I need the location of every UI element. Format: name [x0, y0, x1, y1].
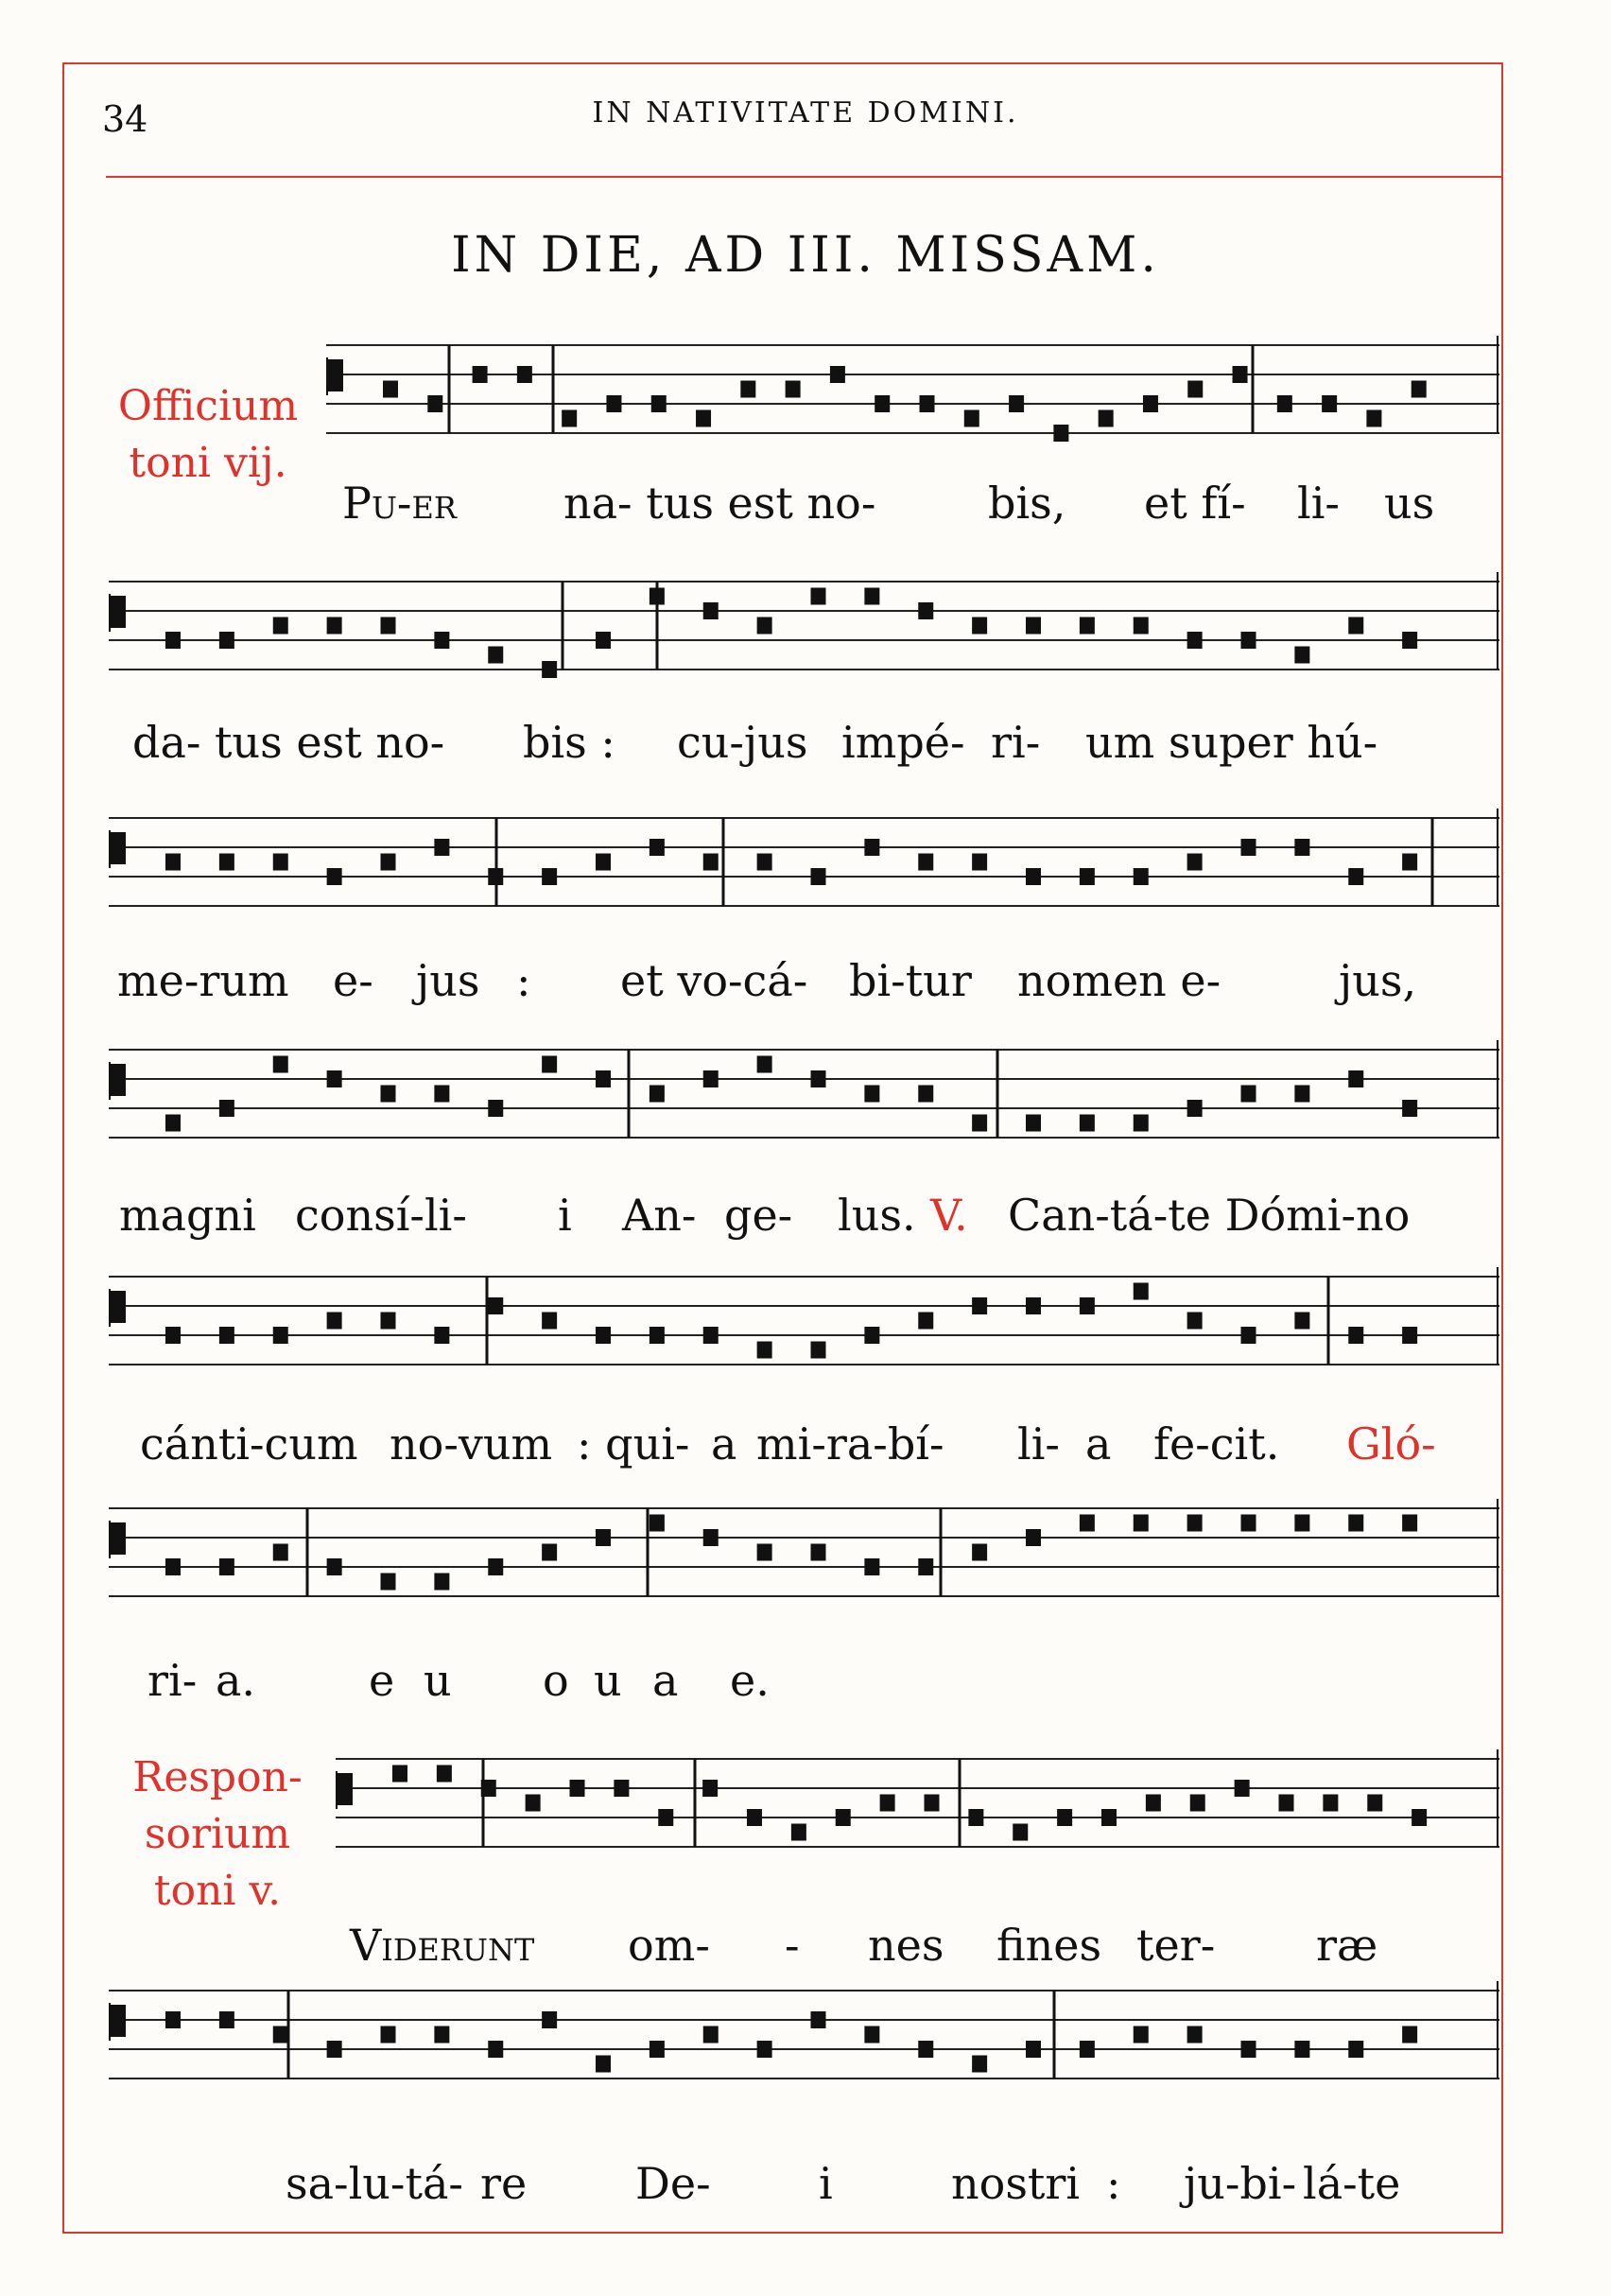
neume-note: [1348, 1070, 1363, 1087]
neume-note: [1322, 395, 1337, 412]
chant-staff: [109, 799, 1503, 931]
neume-note: [1187, 632, 1203, 649]
neume-note: [786, 381, 801, 398]
c-clef-icon: [326, 357, 341, 395]
neume-note: [925, 1795, 940, 1812]
neume-note: [165, 632, 181, 649]
chant-staff: [109, 1031, 1503, 1163]
lyric-syllable: lus.: [838, 1190, 916, 1241]
neume-note: [392, 1765, 407, 1783]
neume-note: [811, 588, 826, 605]
neume-note: [542, 1544, 557, 1561]
neume-note: [918, 1558, 933, 1575]
neume-note: [918, 1086, 933, 1103]
neume-note: [1134, 1515, 1149, 1532]
neume-note: [219, 1558, 234, 1575]
lyric-syllable: a: [711, 1418, 737, 1470]
running-title: IN NATIVITATE DOMINI.: [592, 96, 1019, 130]
neume-note: [488, 1297, 503, 1314]
rubric-line: sorium: [144, 1810, 291, 1858]
neume-note: [650, 1327, 665, 1344]
neume-note: [165, 1558, 181, 1575]
neume-note: [1412, 381, 1427, 398]
neume-note: [1294, 1313, 1309, 1330]
neume-note: [811, 1342, 826, 1359]
neume-note: [964, 410, 979, 427]
neume-note: [1026, 1115, 1041, 1132]
neume-note: [1367, 1795, 1382, 1812]
neume-note: [1241, 1327, 1256, 1344]
lyric-syllable: jus,: [1339, 955, 1417, 1006]
neume-note: [1402, 1515, 1417, 1532]
chant-staff: [109, 1258, 1503, 1390]
c-clef-icon: [109, 830, 124, 868]
neume-note: [1241, 1515, 1256, 1532]
neume-note: [747, 1809, 762, 1826]
neume-note: [165, 854, 181, 871]
lyric-syllable: impé-: [841, 717, 965, 768]
neume-note: [219, 1100, 234, 1117]
staff-svg: [109, 799, 1503, 931]
neume-note: [1080, 2041, 1095, 2058]
neume-note: [1134, 868, 1149, 885]
lyric-syllable: o: [543, 1655, 569, 1706]
neume-note: [757, 854, 772, 871]
neume-note: [381, 617, 396, 635]
neume-note: [650, 588, 665, 605]
neume-note: [703, 854, 719, 871]
neume-note: [273, 1327, 288, 1344]
neume-note: [1099, 410, 1114, 427]
neume-note: [1187, 854, 1203, 871]
neume-note: [918, 2041, 933, 2058]
neume-note: [918, 854, 933, 871]
neume-note: [481, 1780, 496, 1797]
staff-svg: [109, 1258, 1503, 1390]
neume-note: [1026, 617, 1041, 635]
neume-note: [864, 588, 879, 605]
lyric-syllable: ri-: [147, 1655, 198, 1706]
neume-note: [434, 632, 449, 649]
lyric-syllable: li-: [1017, 1418, 1060, 1470]
neume-note: [703, 1070, 719, 1087]
neume-note: [570, 1780, 585, 1797]
chant-staff: [109, 1972, 1503, 2104]
neume-note: [1366, 410, 1381, 427]
neume-note: [757, 1056, 772, 1073]
neume-note: [1080, 868, 1095, 885]
neume-note: [880, 1795, 895, 1812]
neume-note: [757, 1544, 772, 1561]
lyric-syllable: e: [369, 1655, 395, 1706]
lyric-syllable: cánti-cum: [140, 1418, 358, 1470]
lyric-syllable: et fí-: [1144, 478, 1246, 529]
neume-note: [696, 410, 711, 427]
neume-note: [918, 602, 933, 619]
section-title: IN DIE, AD III. MISSAM.: [451, 227, 1160, 284]
lyric-syllable: om-: [628, 1920, 710, 1971]
neume-note: [757, 1342, 772, 1359]
lyric-syllable: us: [1384, 478, 1435, 529]
neume-note: [651, 395, 667, 412]
chant-staff: [109, 1740, 1503, 1872]
neume-note: [434, 1086, 449, 1103]
lyric-syllable: fe-cit.: [1153, 1418, 1280, 1470]
neume-note: [968, 1809, 983, 1826]
lyric-syllable: Pu-er: [342, 478, 457, 529]
neume-note: [488, 2041, 503, 2058]
neume-note: [1348, 617, 1363, 635]
neume-note: [427, 395, 442, 412]
neume-note: [434, 839, 449, 856]
lyric-syllable: u: [424, 1655, 452, 1706]
neume-note: [972, 1297, 987, 1314]
neume-note: [1080, 1115, 1095, 1132]
neume-note: [1323, 1795, 1338, 1812]
neume-note: [488, 647, 503, 664]
lyric-syllable: et vo-cá-: [620, 955, 808, 1006]
neume-note: [517, 366, 532, 383]
neume-note: [811, 868, 826, 885]
neume-note: [614, 1780, 629, 1797]
staff-svg: [109, 1489, 1503, 1622]
neume-note: [1146, 1795, 1161, 1812]
neume-note: [1187, 1100, 1203, 1117]
neume-note: [596, 1327, 611, 1344]
neume-note: [273, 617, 288, 635]
neume-note: [972, 617, 987, 635]
lyric-syllable: : qui-: [577, 1418, 690, 1470]
neume-note: [1187, 2026, 1203, 2044]
staff-svg: [109, 563, 1503, 695]
lyric-syllable: bis,: [988, 478, 1066, 529]
neume-note: [1080, 1297, 1095, 1314]
neume-note: [972, 854, 987, 871]
neume-note: [596, 1070, 611, 1087]
neume-note: [219, 632, 234, 649]
neume-note: [875, 395, 890, 412]
lyric-syllable: ju-bi-: [1184, 2158, 1297, 2209]
rubric-line: toni v.: [153, 1867, 282, 1915]
neume-note: [273, 1544, 288, 1561]
lyric-syllable: :: [1106, 2158, 1121, 2209]
neume-note: [219, 854, 234, 871]
neume-note: [864, 839, 879, 856]
versicle-sign: V.: [930, 1190, 968, 1241]
neume-note: [273, 1056, 288, 1073]
neume-note: [811, 1544, 826, 1561]
neume-note: [864, 1558, 879, 1575]
c-clef-icon: [336, 1771, 351, 1809]
lyric-syllable: nostri: [951, 2158, 1081, 2209]
neume-note: [920, 395, 935, 412]
lyric-syllable: u: [594, 1655, 622, 1706]
neume-note: [1402, 632, 1417, 649]
page-number: 34: [102, 98, 148, 140]
neume-note: [1026, 1529, 1041, 1546]
neume-note: [383, 381, 398, 398]
lyric-syllable: ter-: [1136, 1920, 1216, 1971]
lyric-syllable: :: [516, 955, 531, 1006]
lyric-syllable: da- tus est no-: [132, 717, 445, 768]
lyric-syllable: e.: [730, 1655, 770, 1706]
neume-note: [972, 2056, 987, 2073]
neume-note: [1057, 1809, 1072, 1826]
lyric-syllable: consí-li-: [295, 1190, 467, 1241]
neume-note: [165, 2011, 181, 2028]
neume-note: [864, 1327, 879, 1344]
neume-note: [1026, 868, 1041, 885]
neume-note: [1348, 1327, 1363, 1344]
neume-note: [864, 2026, 879, 2044]
neume-note: [811, 2011, 826, 2028]
neume-note: [1026, 2041, 1041, 2058]
rubric-line: toni vij.: [129, 439, 287, 487]
neume-note: [473, 366, 488, 383]
lyric-syllable: Viderunt: [350, 1920, 535, 1971]
lyric-syllable: cu-jus: [677, 717, 808, 768]
neume-note: [1402, 854, 1417, 871]
neume-note: [1402, 1327, 1417, 1344]
neume-note: [1134, 2026, 1149, 2044]
c-clef-icon: [109, 1289, 124, 1327]
neume-note: [1294, 2041, 1309, 2058]
neume-note: [1026, 1297, 1041, 1314]
neume-note: [791, 1824, 806, 1841]
neume-note: [1235, 1780, 1250, 1797]
neume-note: [542, 2011, 557, 2028]
neume-note: [165, 1327, 181, 1344]
neume-note: [1187, 381, 1203, 398]
neume-note: [273, 854, 288, 871]
neume-note: [596, 854, 611, 871]
neume-note: [972, 1115, 987, 1132]
neume-note: [434, 1327, 449, 1344]
neume-note: [1241, 632, 1256, 649]
chant-staff: [109, 1489, 1503, 1622]
lyric-syllable: ge-: [724, 1190, 793, 1241]
lyric-syllable: a: [1085, 1418, 1112, 1470]
neume-note: [273, 2026, 288, 2044]
c-clef-icon: [109, 1521, 124, 1558]
lyric-syllable: jus: [416, 955, 480, 1006]
neume-note: [542, 1313, 557, 1330]
neume-note: [740, 381, 755, 398]
lyric-syllable: nes: [868, 1920, 944, 1971]
neume-note: [562, 410, 577, 427]
neume-note: [488, 868, 503, 885]
neume-note: [327, 1313, 342, 1330]
rubric-line: Respon-: [132, 1753, 303, 1801]
neume-note: [1143, 395, 1158, 412]
neume-note: [1241, 1086, 1256, 1103]
neume-note: [1279, 1795, 1294, 1812]
lyric-syllable: bis :: [523, 717, 615, 768]
lyric-syllable: li-: [1297, 478, 1340, 529]
neume-note: [1412, 1809, 1427, 1826]
neume-note: [327, 2041, 342, 2058]
lyric-syllable: mi-ra-bí-: [756, 1418, 944, 1470]
neume-note: [1294, 1515, 1309, 1532]
c-clef-icon: [109, 594, 124, 632]
neume-note: [1241, 2041, 1256, 2058]
neume-note: [1134, 1283, 1149, 1300]
neume-note: [1294, 839, 1309, 856]
staff-svg: [326, 326, 1503, 459]
neume-note: [219, 2011, 234, 2028]
neume-note: [381, 854, 396, 871]
neume-note: [1134, 1115, 1149, 1132]
staff-svg: [336, 1740, 1503, 1872]
neume-note: [757, 2041, 772, 2058]
neume-note: [811, 1070, 826, 1087]
neume-note: [606, 395, 621, 412]
chant-staff: [109, 326, 1503, 459]
neume-note: [650, 2041, 665, 2058]
neume-note: [1348, 868, 1363, 885]
header-rule: [106, 176, 1503, 178]
c-clef-icon: [109, 2003, 124, 2041]
neume-note: [1053, 425, 1068, 442]
neume-note: [596, 1529, 611, 1546]
staff-svg: [109, 1972, 1503, 2104]
neume-note: [381, 1574, 396, 1591]
neume-note: [1294, 1086, 1309, 1103]
lyric-syllable: no-vum: [390, 1418, 553, 1470]
neume-note: [836, 1809, 851, 1826]
lyric-syllable: -: [785, 1920, 800, 1971]
neume-note: [488, 1558, 503, 1575]
neume-note: [1241, 839, 1256, 856]
lyric-syllable: i: [558, 1190, 572, 1241]
lyric-syllable: re: [480, 2158, 528, 2209]
lyric-syllable: na- tus est no-: [563, 478, 876, 529]
neume-note: [381, 1313, 396, 1330]
neume-note: [918, 1313, 933, 1330]
neume-note: [1277, 395, 1292, 412]
neume-note: [650, 839, 665, 856]
lyric-syllable: ræ: [1316, 1920, 1378, 1971]
neume-note: [1402, 2026, 1417, 2044]
neume-note: [830, 366, 845, 383]
neume-note: [327, 1070, 342, 1087]
neume-note: [381, 1086, 396, 1103]
lyric-syllable: a.: [216, 1655, 256, 1706]
lyric-syllable: lá-te: [1303, 2158, 1401, 2209]
neume-note: [1013, 1824, 1028, 1841]
staff-svg: [109, 1031, 1503, 1163]
chant-staff: [109, 563, 1503, 695]
neume-note: [327, 868, 342, 885]
rubric-line: Officium: [117, 382, 299, 430]
lyric-syllable: i: [819, 2158, 833, 2209]
neume-note: [1348, 2041, 1363, 2058]
neume-note: [1134, 617, 1149, 635]
neume-note: [1101, 1809, 1117, 1826]
neume-note: [757, 617, 772, 635]
neume-note: [1080, 617, 1095, 635]
lyric-syllable: nomen e-: [1017, 955, 1221, 1006]
lyric-syllable: a: [652, 1655, 679, 1706]
lyric-syllable: um super hú-: [1085, 717, 1378, 768]
neume-note: [542, 868, 557, 885]
c-clef-icon: [109, 1062, 124, 1100]
neume-note: [596, 2056, 611, 2073]
lyric-syllable: e-: [333, 955, 373, 1006]
neume-note: [1348, 1515, 1363, 1532]
neume-note: [327, 617, 342, 635]
neume-note: [1187, 1515, 1203, 1532]
neume-note: [703, 602, 719, 619]
lyric-syllable: me-rum: [117, 955, 289, 1006]
neume-note: [703, 1529, 719, 1546]
neume-note: [1187, 1313, 1203, 1330]
neume-note: [596, 632, 611, 649]
neume-note: [650, 1086, 665, 1103]
neume-note: [488, 1100, 503, 1117]
neume-note: [864, 1086, 879, 1103]
neume-note: [658, 1809, 673, 1826]
neume-note: [1402, 1100, 1417, 1117]
neume-note: [434, 1574, 449, 1591]
neume-note: [1080, 1515, 1095, 1532]
lyric-syllable: magni: [119, 1190, 256, 1241]
neume-note: [219, 1327, 234, 1344]
lyric-syllable: bi-tur: [849, 955, 972, 1006]
neume-note: [1294, 647, 1309, 664]
neume-note: [381, 2026, 396, 2044]
lyric-syllable: sa-lu-tá-: [286, 2158, 463, 2209]
neume-note: [437, 1765, 452, 1783]
neume-note: [1009, 395, 1024, 412]
neume-note: [650, 1515, 665, 1532]
neume-note: [703, 1327, 719, 1344]
lyric-syllable: An-: [622, 1190, 697, 1241]
neume-note: [526, 1795, 541, 1812]
neume-note: [542, 661, 557, 678]
neume-note: [1190, 1795, 1205, 1812]
lyric-syllable: Gló-: [1346, 1418, 1436, 1470]
neume-note: [327, 1558, 342, 1575]
neume-note: [542, 1056, 557, 1073]
neume-note: [1233, 366, 1248, 383]
neume-note: [434, 2026, 449, 2044]
neume-note: [703, 2026, 719, 2044]
neume-note: [165, 1115, 181, 1132]
lyric-syllable: fines: [996, 1920, 1102, 1971]
lyric-syllable: ri-: [991, 717, 1041, 768]
lyric-syllable: De-: [635, 2158, 711, 2209]
lyric-syllable: Can-tá-te Dómi-no: [1008, 1190, 1411, 1241]
neume-note: [972, 1544, 987, 1561]
neume-note: [702, 1780, 718, 1797]
